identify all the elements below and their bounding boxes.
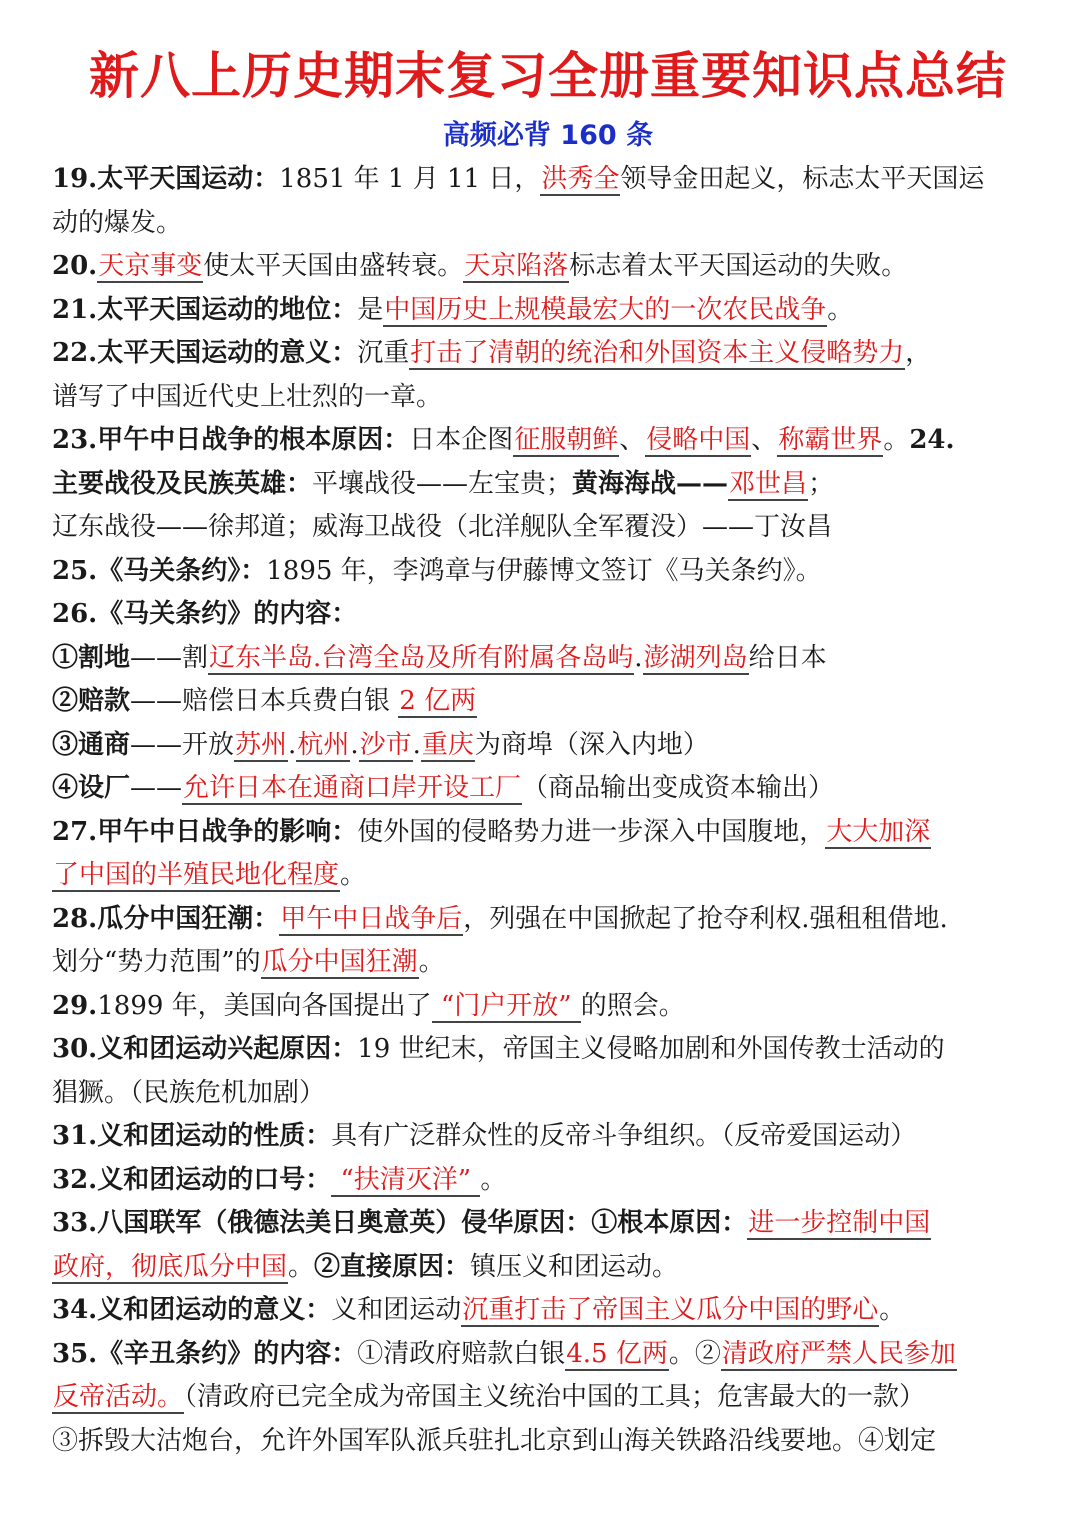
bold-heading-text: 22.太平天国运动的意义： [52,338,358,368]
page-subtitle: 高频必背 160 条 [442,120,654,151]
content-body [52,158,1044,1463]
body-text: 日本企图 [409,425,514,455]
key-point-highlight: 打击了清朝的统治和外国资本主义侵略势力 [410,338,905,368]
bold-heading-text: ②直接原因： [314,1251,471,1282]
bold-heading-text: ②赔款 [52,686,131,716]
bold-heading-text: 21.太平天国运动的地位： [52,294,358,325]
text-line [52,898,1044,942]
body-text: 标志着太平天国运动的失败。 [569,251,908,281]
key-point-highlight: 清政府严禁人民参加 [721,1338,956,1369]
body-text: 1851 年 1 月 11 日， [279,164,541,194]
body-text: 沉重 [357,338,410,368]
body-text: —— [130,773,183,803]
page-title: 新八上历史期末复习全册重要知识点总结 [89,47,1007,105]
key-point-highlight: 政府，彻底瓜分中国 [53,1251,288,1282]
key-point-highlight: 甲午中日战争后 [280,903,463,934]
body-text: （清政府已完全成为帝国主义统治中国的工具；危害最大的一款） [184,1382,926,1412]
body-text: 领导金田起义，标志太平天国运 [620,164,985,194]
body-text: 。 [418,947,445,977]
text-line [52,158,1044,202]
text-line [52,550,1044,594]
key-point-highlight: 澎湖列岛 [643,642,748,673]
bold-heading-text: 30.义和团运动兴起原因： [52,1034,358,1064]
body-text: 辽东战役——徐邦道；威海卫战役（北洋舰队全军覆没）——丁汝昌 [52,512,833,542]
body-text: 是 [357,294,384,325]
body-text: 划分“势力范围”的 [52,947,261,977]
bold-heading-text: 33.八国联军（俄德法美日奥意英）侵华原因：①根本原因： [52,1208,748,1238]
text-line [52,637,1044,681]
bold-heading-text: 黄海海战—— [572,468,729,499]
bold-heading-text: 27.甲午中日战争的影响： [52,816,358,847]
body-text: ， [905,338,932,368]
text-line [52,289,1044,333]
body-text: ——开放 [130,729,235,760]
key-point-highlight: 了中国的半殖民地化程度 [53,860,340,890]
body-text: 平壤战役——左宝贵； [312,468,573,499]
key-point-highlight: 4.5 亿两 [566,1338,668,1369]
body-text: 。 [879,1295,906,1325]
text-line [52,376,1044,420]
key-point-highlight: 允许日本在通商口岸开设工厂 [183,773,522,803]
body-text: ①清政府赔款白银 [357,1338,566,1369]
text-line [52,1072,1044,1116]
text-line [52,332,1044,376]
text-line [52,463,1044,507]
bold-heading-text: 25.《马关条约》： [52,555,267,586]
key-point-highlight: 沙市 [359,729,412,760]
key-point-highlight: “扶清灭洋” [332,1164,480,1195]
bold-heading-text: ④设厂 [52,773,131,803]
body-text: . [288,729,297,760]
key-point-highlight: 重庆 [421,729,474,760]
text-line [52,202,1044,246]
text-line [52,1333,1044,1377]
bold-heading-text: 26.《马关条约》的内容： [52,599,358,629]
body-text: . [634,642,643,673]
body-text: 。 [480,1164,507,1195]
bold-heading-text: 19.太平天国运动： [52,164,280,194]
text-line [52,811,1044,855]
body-text: ——割 [130,642,209,673]
body-text: ； [808,468,835,499]
key-point-highlight: 苏州 [235,729,288,760]
body-text: 、 [751,425,778,455]
key-point-highlight: 天京事变 [98,251,203,281]
text-line [52,941,1044,985]
text-line [52,1289,1044,1333]
bold-heading-text: 主要战役及民族英雄： [52,468,313,499]
key-point-highlight: 天京陷落 [464,251,569,281]
key-point-highlight: 大大加深 [826,816,931,847]
text-line [52,1420,1044,1464]
bold-heading-text: 23.甲午中日战争的根本原因： [52,425,410,455]
bold-heading-text: 28.瓜分中国狂潮： [52,903,280,934]
body-text: 。 [883,425,910,455]
key-point-highlight: 进一步控制中国 [748,1208,931,1238]
key-point-highlight: 辽东半岛.台湾全岛及所有附属各岛屿 [209,642,634,673]
body-text: 。 [288,1251,315,1282]
body-text: 义和团运动 [331,1295,462,1325]
body-text: 具有广泛群众性的反帝斗争组织。（反帝爱国运动） [331,1121,917,1151]
key-point-highlight: 侵略中国 [646,425,751,455]
bold-heading-text: 34.义和团运动的意义： [52,1295,332,1325]
body-text: 使外国的侵略势力进一步深入中国腹地， [357,816,826,847]
text-line [52,593,1044,637]
text-line [52,419,1044,463]
body-text: 镇压义和团运动。 [470,1251,679,1282]
body-text: 19 世纪末，帝国主义侵略加剧和外国传教士活动的 [357,1034,945,1064]
body-text: 1899 年，美国向各国提出了 [97,990,432,1021]
key-point-highlight: 2 亿两 [399,686,477,716]
text-line [52,1376,1044,1420]
body-text: ③拆毁大沽炮台，允许外国军队派兵驻扎北京到山海关铁路沿线要地。④划定 [52,1425,937,1456]
text-line [52,854,1044,898]
text-line [52,1246,1044,1290]
key-point-highlight: 洪秀全 [541,164,620,194]
body-text: 。 [827,294,854,325]
key-point-highlight: 沉重打击了帝国主义瓜分中国的野心 [462,1295,879,1325]
key-point-highlight: “门户开放” [432,990,580,1021]
body-text: 。② [668,1338,721,1369]
body-text: 给日本 [748,642,827,673]
text-line [52,245,1044,289]
body-text: . [350,729,359,760]
body-text: ，列强在中国掀起了抢夺利权.强租租借地. [463,903,948,934]
bold-heading-text: 35.《辛丑条约》的内容： [52,1338,358,1369]
key-point-highlight: 杭州 [297,729,350,760]
text-line [52,985,1044,1029]
key-point-highlight: 邓世昌 [729,468,808,499]
body-text: 使太平天国由盛转衰。 [203,251,464,281]
body-text: 为商埠（深入内地） [474,729,709,760]
text-line [52,1159,1044,1203]
text-line [52,724,1044,768]
body-text: 、 [619,425,646,455]
bold-heading-text: 32.义和团运动的口号： [52,1164,332,1195]
bold-heading-text: 29. [52,990,98,1021]
bold-heading-text: ①割地 [52,642,131,673]
body-text: ——赔偿日本兵费白银 [130,686,399,716]
body-text: 的照会。 [580,990,685,1021]
body-text: 谱写了中国近代史上壮烈的一章。 [52,381,443,412]
body-text: . [412,729,421,760]
body-text: 猖獗。（民族危机加剧） [52,1077,326,1108]
key-point-highlight: 反帝活动。 [53,1382,184,1412]
key-point-highlight: 瓜分中国狂潮 [261,947,418,977]
body-text: 动的爆发。 [52,207,183,238]
bold-heading-text: 24. [909,425,955,455]
body-text: 1895 年，李鸿章与伊藤博文签订《马关条约》。 [266,555,822,586]
text-line [52,1028,1044,1072]
text-line [52,506,1044,550]
bold-heading-text: ③通商 [52,729,131,760]
bold-heading-text: 20. [52,251,98,281]
text-line [52,1115,1044,1159]
bold-heading-text: 31.义和团运动的性质： [52,1121,332,1151]
text-line [52,767,1044,811]
key-point-highlight: 征服朝鲜 [514,425,619,455]
body-text: 。 [340,860,367,890]
key-point-highlight: 称霸世界 [778,425,883,455]
text-line [52,1202,1044,1246]
body-text: （商品输出变成资本输出） [522,773,835,803]
key-point-highlight: 中国历史上规模最宏大的一次农民战争 [384,294,827,325]
text-line [52,680,1044,724]
